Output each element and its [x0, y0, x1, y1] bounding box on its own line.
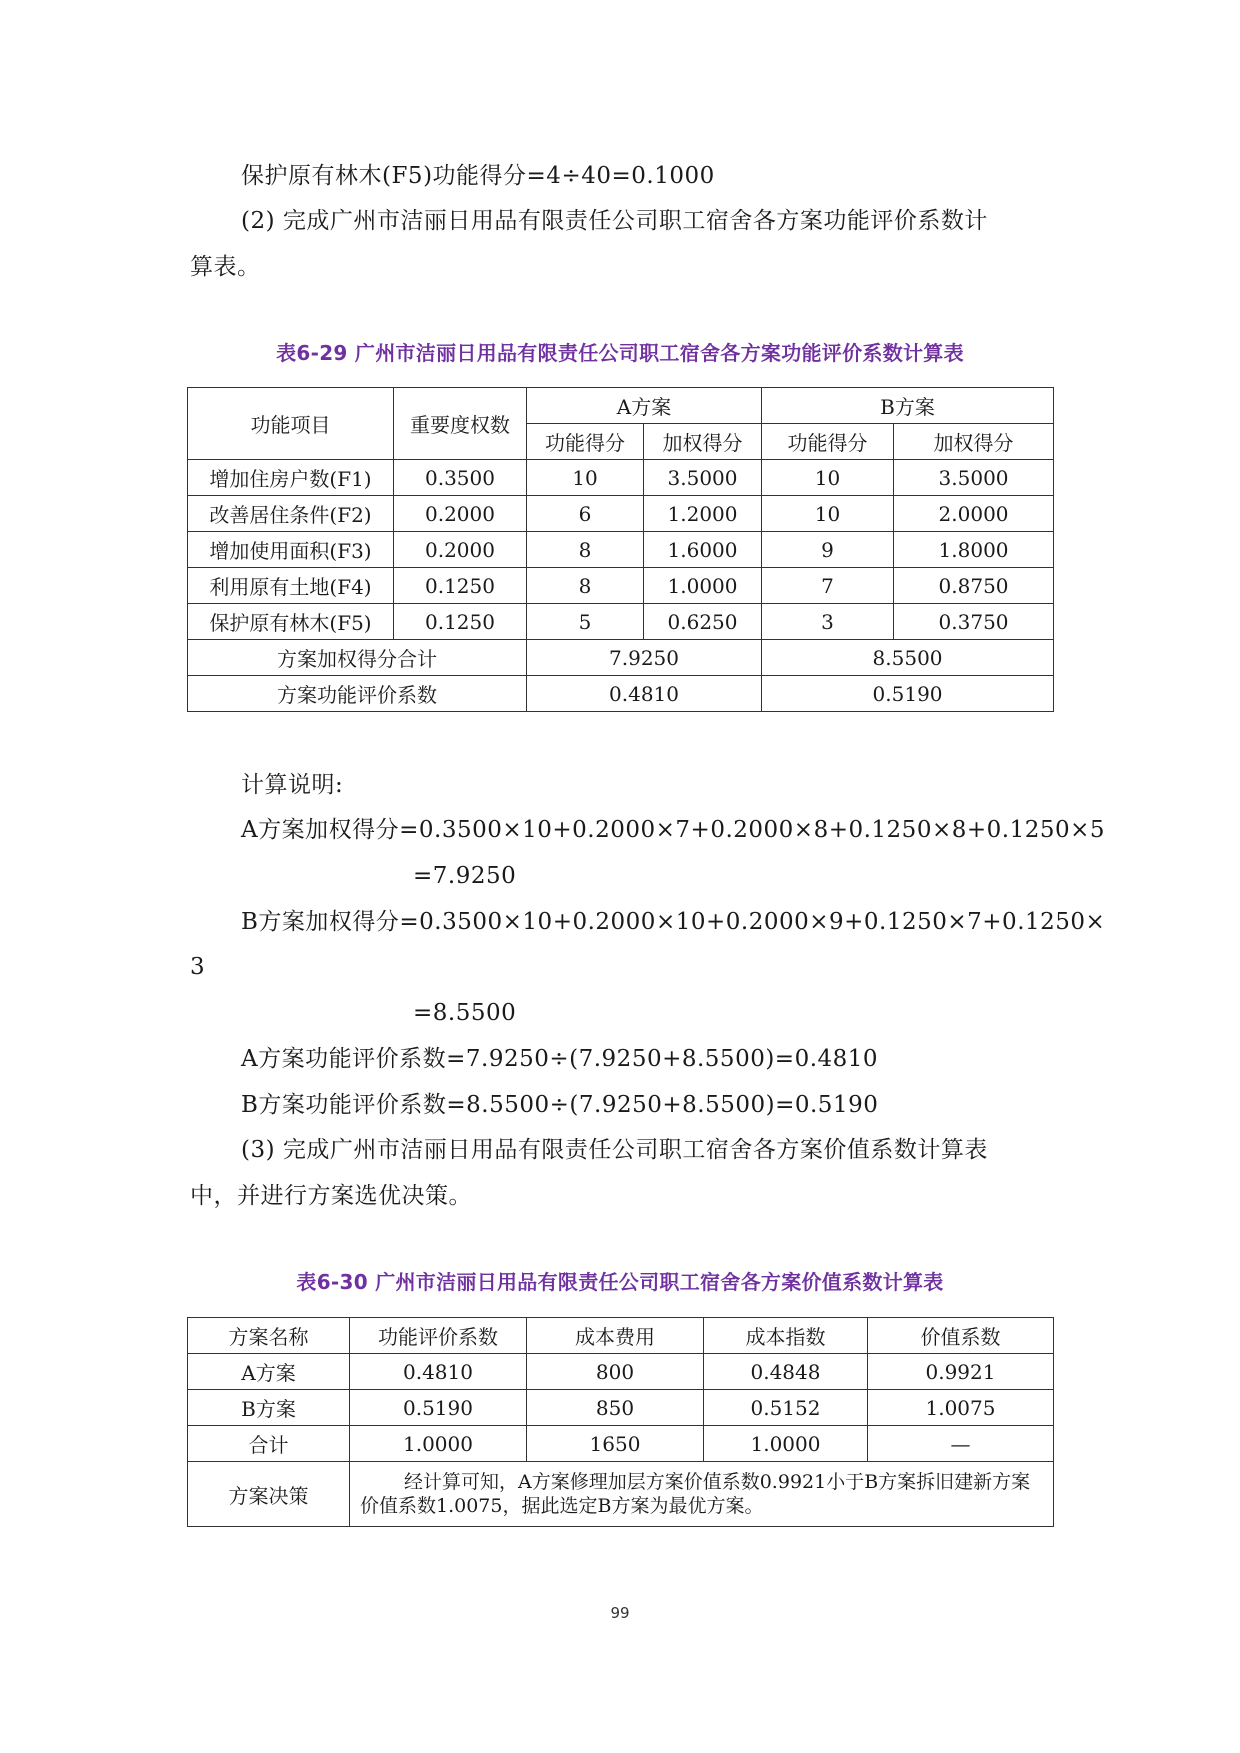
- row-weight: 0.1250: [394, 568, 527, 604]
- row-a-score: 5: [527, 604, 644, 640]
- row-b-weighted: 0.3750: [894, 604, 1054, 640]
- cell: —: [868, 1426, 1054, 1462]
- row-item: 增加使用面积(F3): [188, 532, 394, 568]
- row-a-score: 8: [527, 532, 644, 568]
- paragraph-step2-line1: (2) 完成广州市洁丽日用品有限责任公司职工宿舍各方案功能评价系数计: [241, 208, 988, 234]
- header-value-coef: 价值系数: [868, 1318, 1054, 1354]
- total-b: 8.5500: [762, 640, 1054, 676]
- table-row: [188, 460, 1054, 496]
- row-b-score: 10: [762, 496, 894, 532]
- total-label: 方案加权得分合计: [188, 640, 527, 676]
- header-item: 功能项目: [188, 388, 394, 460]
- row-item: 保护原有林木(F5): [188, 604, 394, 640]
- coef-b: 0.5190: [762, 676, 1054, 712]
- cell: 1.0075: [868, 1390, 1054, 1426]
- cell: 0.9921: [868, 1354, 1054, 1390]
- header-a-weighted: 加权得分: [644, 424, 762, 460]
- table-row: [188, 604, 1054, 640]
- row-a-weighted: 0.6250: [644, 604, 762, 640]
- header-b-weighted: 加权得分: [894, 424, 1054, 460]
- table-row: [188, 568, 1054, 604]
- cell: 1.0000: [350, 1426, 527, 1462]
- table-row: [188, 532, 1054, 568]
- header-b-score: 功能得分: [762, 424, 894, 460]
- paragraph-f5-score: 保护原有林木(F5)功能得分=4÷40=0.1000: [241, 163, 715, 189]
- paragraph-step3-line1: (3) 完成广州市洁丽日用品有限责任公司职工宿舍各方案价值系数计算表: [241, 1137, 988, 1163]
- header-function-coef: 功能评价系数: [350, 1318, 527, 1354]
- row-a-weighted: 3.5000: [644, 460, 762, 496]
- row-a-score: 10: [527, 460, 644, 496]
- row-b-score: 9: [762, 532, 894, 568]
- cell: A方案: [188, 1354, 350, 1390]
- table-row: [188, 1390, 1054, 1426]
- row-b-score: 3: [762, 604, 894, 640]
- header-weight: 重要度权数: [394, 388, 527, 460]
- header-plan-name: 方案名称: [188, 1318, 350, 1354]
- header-plan-a: A方案: [527, 388, 762, 424]
- header-cost: 成本费用: [527, 1318, 704, 1354]
- cell: 0.5152: [704, 1390, 868, 1426]
- value-coefficient-table: [187, 1317, 1054, 1527]
- row-item: 利用原有土地(F4): [188, 568, 394, 604]
- total-a: 7.9250: [527, 640, 762, 676]
- total-row: [188, 640, 1054, 676]
- calc-line-b-cont: 3: [190, 954, 206, 980]
- function-coefficient-table: [187, 387, 1054, 712]
- cell: 0.4848: [704, 1354, 868, 1390]
- decision-label: 方案决策: [188, 1462, 350, 1527]
- cell: 1650: [527, 1426, 704, 1462]
- cell: 1.0000: [704, 1426, 868, 1462]
- coefficient-row: [188, 676, 1054, 712]
- header-cost-index: 成本指数: [704, 1318, 868, 1354]
- coef-a: 0.4810: [527, 676, 762, 712]
- calc-line-a: A方案加权得分=0.3500×10+0.2000×7+0.2000×8+0.1250×8+0.1250×5: [241, 817, 1106, 843]
- page-number: 99: [610, 1604, 630, 1622]
- row-b-weighted: 3.5000: [894, 460, 1054, 496]
- row-weight: 0.2000: [394, 532, 527, 568]
- calc-title: 计算说明:: [241, 772, 344, 798]
- row-a-weighted: 1.2000: [644, 496, 762, 532]
- table2-caption: 表6-30 广州市洁丽日用品有限责任公司职工宿舍各方案价值系数计算表: [296, 1270, 944, 1294]
- row-item: 改善居住条件(F2): [188, 496, 394, 532]
- row-b-weighted: 2.0000: [894, 496, 1054, 532]
- coef-label: 方案功能评价系数: [188, 676, 527, 712]
- table-row: [188, 1426, 1054, 1462]
- calc-line-a-result: =7.9250: [413, 863, 517, 889]
- cell: 850: [527, 1390, 704, 1426]
- cell: B方案: [188, 1390, 350, 1426]
- calc-line-a-coef: A方案功能评价系数=7.9250÷(7.9250+8.5500)=0.4810: [241, 1046, 879, 1072]
- header-a-score: 功能得分: [527, 424, 644, 460]
- table-row: [188, 496, 1054, 532]
- calc-line-b-coef: B方案功能评价系数=8.5500÷(7.9250+8.5500)=0.5190: [241, 1092, 879, 1118]
- row-a-score: 6: [527, 496, 644, 532]
- row-b-score: 7: [762, 568, 894, 604]
- cell: 0.5190: [350, 1390, 527, 1426]
- row-weight: 0.2000: [394, 496, 527, 532]
- paragraph-step2-line2: 算表。: [190, 254, 261, 280]
- table1-caption: 表6-29 广州市洁丽日用品有限责任公司职工宿舍各方案功能评价系数计算表: [276, 341, 964, 365]
- row-b-weighted: 1.8000: [894, 532, 1054, 568]
- cell: 800: [527, 1354, 704, 1390]
- row-b-weighted: 0.8750: [894, 568, 1054, 604]
- row-a-score: 8: [527, 568, 644, 604]
- header-plan-b: B方案: [762, 388, 1054, 424]
- cell: 0.4810: [350, 1354, 527, 1390]
- row-weight: 0.3500: [394, 460, 527, 496]
- row-item: 增加住房户数(F1): [188, 460, 394, 496]
- row-weight: 0.1250: [394, 604, 527, 640]
- calc-line-b: B方案加权得分=0.3500×10+0.2000×10+0.2000×9+0.1250×7+0.1250×: [241, 909, 1106, 935]
- calc-line-b-result: =8.5500: [413, 1000, 517, 1026]
- cell: 合计: [188, 1426, 350, 1462]
- decision-row: [188, 1462, 1054, 1527]
- paragraph-step3-line2: 中，并进行方案选优决策。: [190, 1183, 472, 1209]
- decision-cell: [350, 1462, 1054, 1527]
- table-row: [188, 1354, 1054, 1390]
- row-b-score: 10: [762, 460, 894, 496]
- decision-text: 经计算可知，A方案修理加层方案价值系数0.9921小于B方案拆旧建新方案价值系数1.0075，据此选定B方案为最优方案。: [360, 1471, 1031, 1517]
- row-a-weighted: 1.6000: [644, 532, 762, 568]
- row-a-weighted: 1.0000: [644, 568, 762, 604]
